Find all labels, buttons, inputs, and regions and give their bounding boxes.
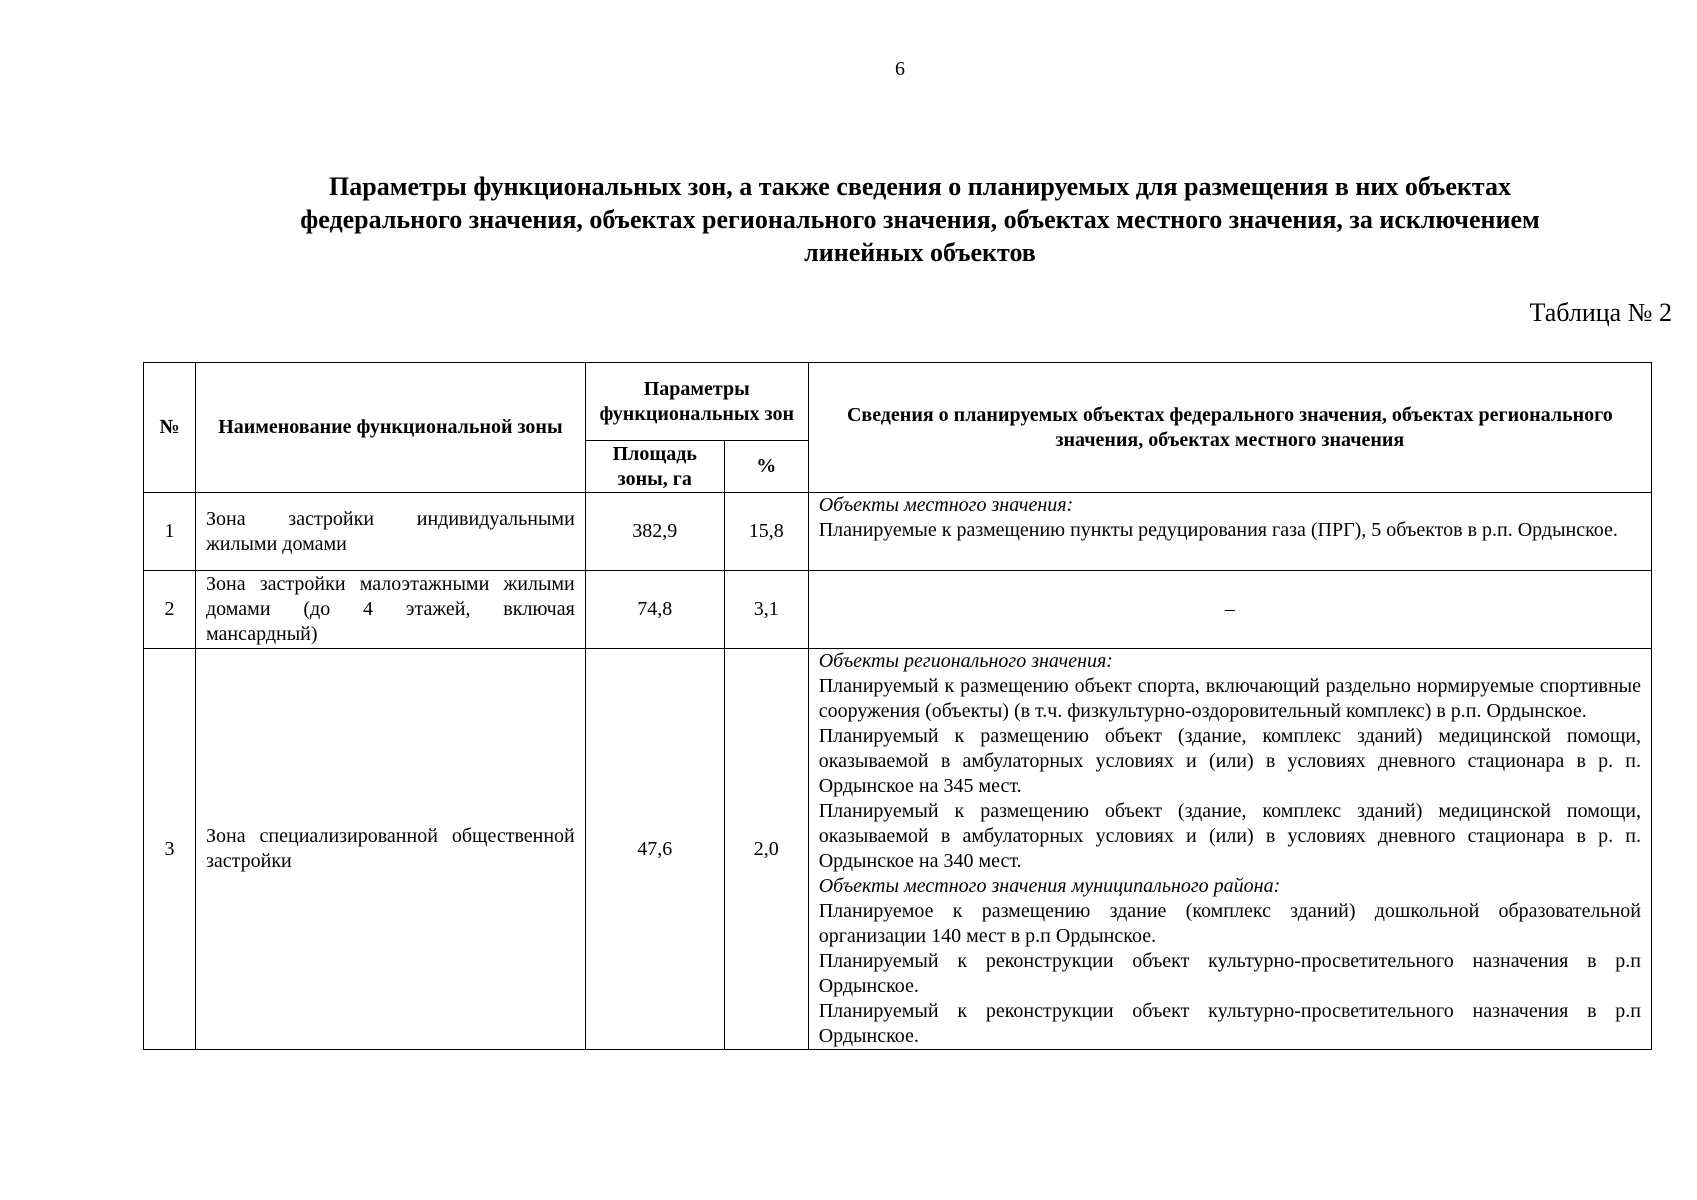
page-number: 6 — [895, 58, 905, 80]
info-subheading: Объекты местного значения муниципального района: — [818, 875, 1281, 897]
info-paragraph: Планируемый к реконструкции объект культурно-просветительного назначения в р.п Ордынское. — [818, 950, 1641, 997]
row-number: 2 — [144, 571, 196, 649]
zone-percent: 2,0 — [724, 649, 808, 1050]
title-line: федерального значения, объектах регионального значения, объектах местного значения, за исключением — [300, 205, 1540, 234]
header-percent: % — [724, 441, 808, 493]
zone-name: Зона специализированной общественной застройки — [195, 649, 585, 1050]
objects-info — [808, 493, 1651, 571]
header-num: № — [144, 363, 196, 493]
info-paragraph: Планируемое к размещению здание (комплекс зданий) дошкольной образовательной организации 140 мест в р.п Ордынское. — [818, 900, 1641, 947]
document-title — [220, 170, 1620, 269]
info-paragraph: Планируемый к реконструкции объект культурно-просветительного назначения в р.п Ордынское. — [818, 1000, 1641, 1047]
info-paragraph: Планируемый к размещению объект спорта, включающий раздельно нормируемые спортивные сооружения (объекты) (в т.ч. физкультурно-оздоровительный комплекс) в р.п. Ордынское. — [818, 675, 1641, 722]
objects-info-empty: – — [808, 571, 1651, 649]
zone-area: 74,8 — [585, 571, 724, 649]
zone-name: Зона застройки индивидуальными жилыми домами — [195, 493, 585, 571]
zone-percent: 15,8 — [724, 493, 808, 571]
header-zone-name: Наименование функциональной зоны — [195, 363, 585, 493]
header-objects-info: Сведения о планируемых объектах федерального значения, объектах регионального значения, объектах местного значения — [808, 363, 1651, 493]
title-line: линейных объектов — [804, 238, 1036, 267]
header-zone-params: Параметры функциональных зон — [585, 363, 808, 441]
zone-area: 382,9 — [585, 493, 724, 571]
info-paragraph: Планируемый к размещению объект (здание, комплекс зданий) медицинской помощи, оказываемой в амбулаторных условиях и (или) в условиях дневного стационара в р. п. Ордынское на 345 мест. — [818, 725, 1641, 797]
table-row — [144, 493, 1652, 571]
table-row — [144, 571, 1652, 649]
table-label: Таблица № 2 — [1529, 298, 1672, 327]
info-paragraph: Планируемые к размещению пункты редуцирования газа (ПРГ), 5 объектов в р.п. Ордынское. — [818, 519, 1618, 541]
title-line: Параметры функциональных зон, а также сведения о планируемых для размещения в них объектах — [329, 172, 1511, 201]
info-subheading: Объекты регионального значения: — [818, 650, 1113, 672]
row-number: 3 — [144, 649, 196, 1050]
info-paragraph: Планируемый к размещению объект (здание, комплекс зданий) медицинской помощи, оказываемой в амбулаторных условиях и (или) в условиях дневного стационара в р. п. Ордынское на 340 мест. — [818, 800, 1641, 872]
zone-percent: 3,1 — [724, 571, 808, 649]
table-row — [144, 649, 1652, 1050]
row-number: 1 — [144, 493, 196, 571]
zones-table — [143, 362, 1652, 1050]
zone-name: Зона застройки малоэтажными жилыми домами (до 4 этажей, включая мансардный) — [195, 571, 585, 649]
header-area: Площадь зоны, га — [585, 441, 724, 493]
info-subheading: Объекты местного значения: — [818, 494, 1074, 516]
zone-area: 47,6 — [585, 649, 724, 1050]
objects-info — [808, 649, 1651, 1050]
